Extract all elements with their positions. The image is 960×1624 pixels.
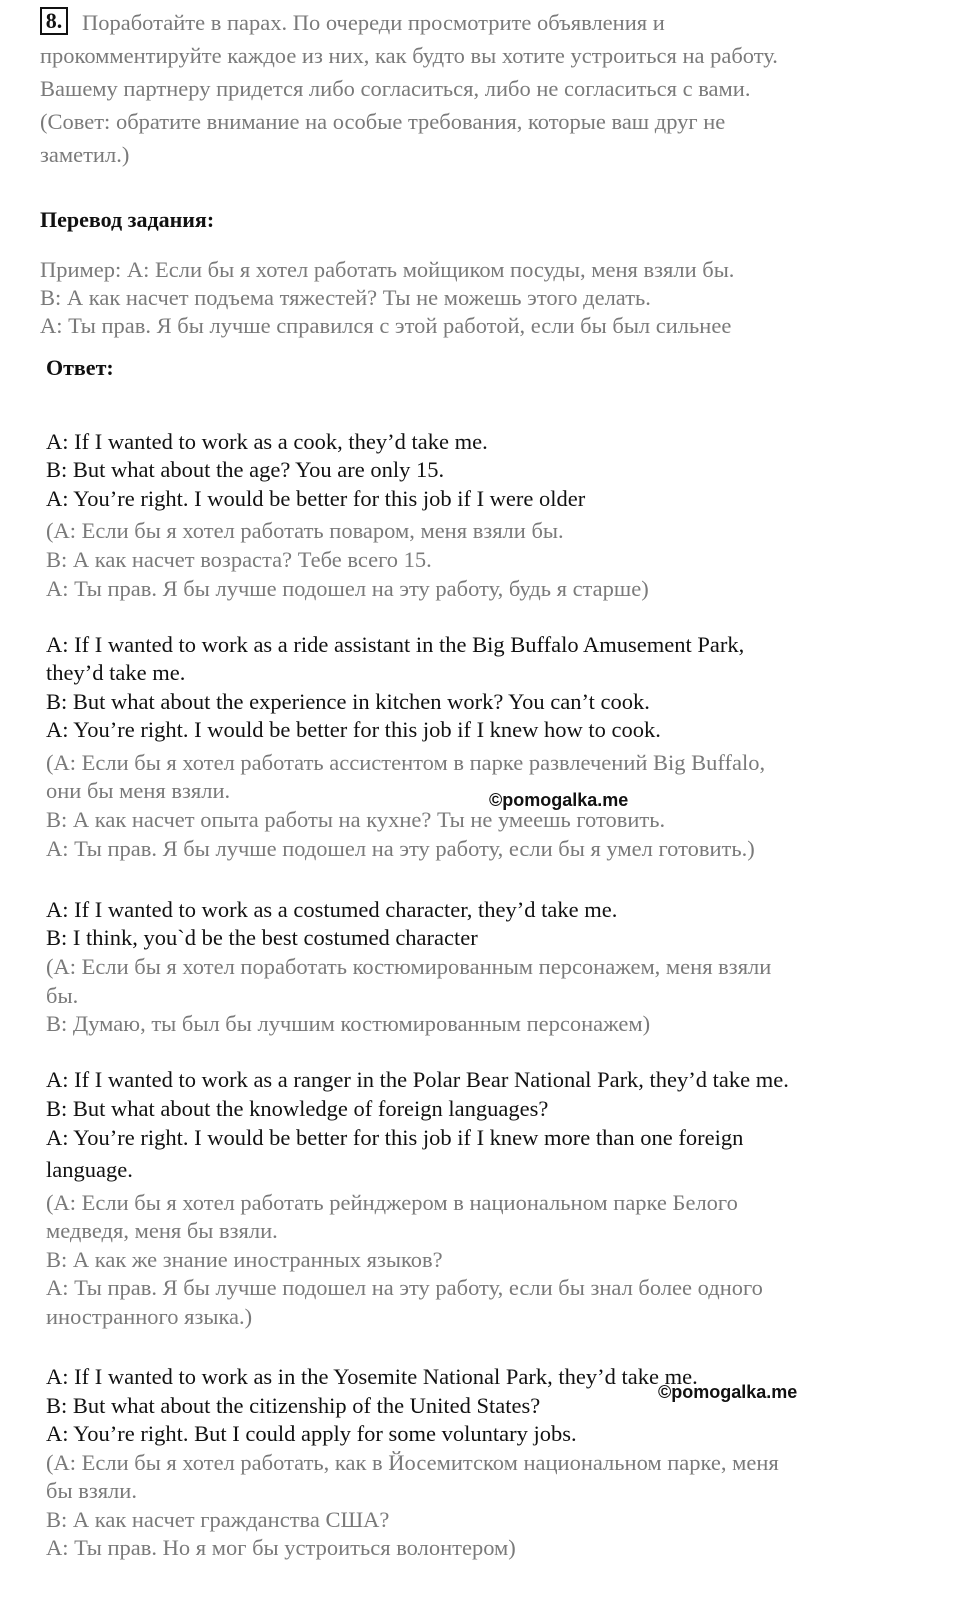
task-text-line: Поработайте в парах. По очереди просмотрите объявления и — [82, 10, 665, 35]
dialogue-ru-line: B: А как насчет опыта работы на кухне? Ты не умеешь готовить. — [46, 807, 666, 832]
translation-heading: Перевод задания: — [40, 207, 215, 232]
dialogue-ru-line: (A: Если бы я хотел работать, как в Йосемитском национальном парке, меня — [46, 1450, 779, 1475]
dialogue-en-line: B: But what about the experience in kitchen work? You can’t cook. — [46, 689, 650, 714]
dialogue-en-line: A: If I wanted to work as a ride assistant in the Big Buffalo Amusement Park, — [46, 632, 745, 657]
dialogue-en-line: A: You’re right. But I could apply for some voluntary jobs. — [46, 1421, 577, 1446]
dialogue-ru-line: (A: Если бы я хотел поработать костюмированным персонажем, меня взяли — [46, 954, 772, 979]
dialogue-ru-line: (A: Если бы я хотел работать рейнджером в национальном парке Белого — [46, 1190, 738, 1215]
dialogue-ru-line: B: Думаю, ты был бы лучшим костюмированным персонажем) — [46, 1011, 651, 1036]
dialogue-en-line: A: You’re right. I would be better for this job if I knew more than one foreign — [46, 1125, 744, 1150]
dialogue-en-line: A: If I wanted to work as a ranger in the Polar Bear National Park, they’d take me. — [46, 1067, 789, 1092]
dialogue-ru-line: бы взяли. — [46, 1478, 137, 1503]
dialogue-en-line: A: If I wanted to work as in the Yosemite National Park, they’d take me. — [46, 1364, 698, 1389]
example-line: B: А как насчет подъема тяжестей? Ты не можешь этого делать. — [40, 285, 651, 310]
dialogue-en-line: A: You’re right. I would be better for this job if I were older — [46, 486, 586, 511]
dialogue-ru-line: они бы меня взяли. — [46, 778, 231, 803]
dialogue-ru-line: медведя, меня бы взяли. — [46, 1218, 278, 1243]
dialogue-ru-line: иностранного языка.) — [46, 1304, 253, 1329]
dialogue-ru-line: A: Ты прав. Я бы лучше подошел на эту работу, если бы знал более одного — [46, 1275, 763, 1300]
task-text-line: заметил.) — [40, 142, 130, 167]
watermark: ©pomogalka.me — [489, 790, 629, 810]
task-number: 8. — [40, 7, 68, 35]
example-line: Пример: A: Если бы я хотел работать мойщиком посуды, меня взяли бы. — [40, 257, 735, 282]
dialogue-ru-line: (A: Если бы я хотел работать поваром, меня взяли бы. — [46, 518, 564, 543]
dialogue-en-line: B: But what about the knowledge of foreign languages? — [46, 1096, 549, 1121]
dialogue-en-line: B: But what about the age? You are only 15. — [46, 457, 445, 482]
dialogue-ru-line: B: А как насчет гражданства США? — [46, 1507, 390, 1532]
dialogue-ru-line: B: А как насчет возраста? Тебе всего 15. — [46, 547, 432, 572]
dialogue-ru-line: B: А как же знание иностранных языков? — [46, 1247, 443, 1272]
dialogue-en-line: they’d take me. — [46, 660, 186, 685]
example-line: A: Ты прав. Я бы лучше справился с этой работой, если бы был сильнее — [40, 313, 732, 338]
dialogue-en-line: B: But what about the citizenship of the United States? — [46, 1393, 541, 1418]
dialogue-ru-line: бы. — [46, 983, 79, 1008]
watermark: ©pomogalka.me — [658, 1382, 798, 1402]
dialogue-en-line: A: You’re right. I would be better for this job if I knew how to cook. — [46, 717, 661, 742]
dialogue-ru-line: (A: Если бы я хотел работать ассистентом в парке развлечений Big Buffalo, — [46, 750, 766, 775]
dialogue-ru-line: A: Ты прав. Но я мог бы устроиться волонтером) — [46, 1535, 516, 1560]
dialogue-en-line: language. — [46, 1157, 133, 1182]
dialogue-ru-line: A: Ты прав. Я бы лучше подошел на эту работу, будь я старше) — [46, 576, 649, 601]
task-text-line: (Совет: обратите внимание на особые требования, которые ваш друг не — [40, 109, 726, 134]
task-text-line: Вашему партнеру придется либо согласиться, либо не согласиться с вами. — [40, 76, 751, 101]
answer-heading: Ответ: — [46, 355, 114, 380]
task-text-line: прокомментируйте каждое из них, как будто вы хотите устроиться на работу. — [40, 43, 778, 68]
dialogue-ru-line: A: Ты прав. Я бы лучше подошел на эту работу, если бы я умел готовить.) — [46, 836, 755, 861]
dialogue-en-line: A: If I wanted to work as a costumed character, they’d take me. — [46, 897, 618, 922]
dialogue-en-line: B: I think, you`d be the best costumed character — [46, 925, 478, 950]
dialogue-en-line: A: If I wanted to work as a cook, they’d take me. — [46, 429, 488, 454]
